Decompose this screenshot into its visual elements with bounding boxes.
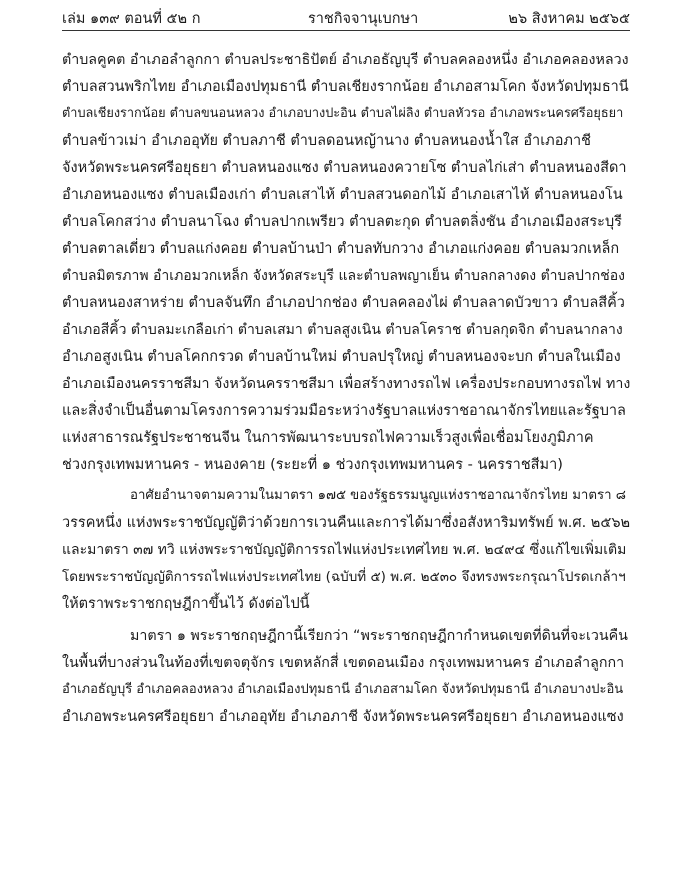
text-line: อำเภอสูงเนิน ตำบลโคกกรวด ตำบลบ้านใหม่ ตำบลปรุใหญ่ ตำบลหนองจะบก ตำบลในเมือง bbox=[62, 349, 621, 365]
text-line: ตำบลคูคต อำเภอลำลูกกา ตำบลประชาธิปัตย์ อำเภอธัญบุรี ตำบลคลองหนึ่ง อำเภอคลองหลวง bbox=[62, 52, 629, 68]
gazette-title: ราชกิจจานุเบกษา bbox=[308, 11, 419, 27]
text-line: อำเภอสีคิ้ว ตำบลมะเกลือเก่า ตำบลเสมา ตำบลสูงเนิน ตำบลโคราช ตำบลกุดจิก ตำบลนากลาง bbox=[62, 322, 623, 338]
text-line: ในพื้นที่บางส่วนในท้องที่เขตจตุจักร เขตหลักสี่ เขตดอนเมือง กรุงเทพมหานคร อำเภอลำลูกกา bbox=[62, 655, 625, 671]
text-line: ตำบลเชียงรากน้อย ตำบลขนอนหลวง อำเภอบางปะอิน ตำบลไผ่ลิง ตำบลหัวรอ อำเภอพระนครศรีอยุธยา bbox=[62, 106, 624, 121]
text-line: ตำบลตาลเดี่ยว ตำบลแก่งคอย ตำบลบ้านป่า ตำบลทับกวาง อำเภอแก่งคอย ตำบลมวกเหล็ก bbox=[62, 241, 620, 257]
text-line: ตำบลมิตรภาพ อำเภอมวกเหล็ก จังหวัดสระบุรี และตำบลพญาเย็น ตำบลกลางดง ตำบลปากช่อง bbox=[62, 268, 625, 284]
text-line: จังหวัดพระนครศรีอยุธยา ตำบลหนองแซง ตำบลหนองควายโซ ตำบลไก่เส่า ตำบลหนองสีดา bbox=[62, 160, 627, 176]
text-line: อำเภอหนองแซง ตำบลเมืองเก่า ตำบลเสาไห้ ตำบลสวนดอกไม้ อำเภอเสาไห้ ตำบลหนองโน bbox=[62, 187, 623, 203]
text-line: อำเภอพระนครศรีอยุธยา อำเภออุทัย อำเภอภาชี จังหวัดพระนครศรีอยุธยา อำเภอหนองแซง bbox=[62, 709, 624, 725]
text-line: ตำบลโคกสว่าง ตำบลนาโฉง ตำบลปากเพรียว ตำบลตะกุด ตำบลตลิ่งชัน อำเภอเมืองสระบุรี bbox=[62, 214, 622, 230]
text-line: อำเภอธัญบุรี อำเภอคลองหลวง อำเภอเมืองปทุมธานี อำเภอสามโคก จังหวัดปทุมธานี อำเภอบางปะอิน bbox=[62, 682, 624, 697]
text-line: ตำบลหนองสาหร่าย ตำบลจันทึก อำเภอปากช่อง ตำบลคลองไผ่ ตำบลลาดบัวขาว ตำบลสีคิ้ว bbox=[62, 295, 625, 311]
header-divider bbox=[62, 30, 630, 31]
text-line: โดยพระราชบัญญัติการรถไฟแห่งประเทศไทย (ฉบับที่ ๕) พ.ศ. ๒๕๓๐ จึงทรงพระกรุณาโปรดเกล้าฯ bbox=[62, 569, 626, 585]
text-line: ตำบลข้าวเม่า อำเภออุทัย ตำบลภาชี ตำบลดอนหญ้านาง ตำบลหนองน้ำใส อำเภอภาชี bbox=[62, 133, 591, 149]
section-heading-line: มาตรา ๑ พระราชกฤษฎีกานี้เรียกว่า “พระราชกฤษฎีกากำหนดเขตที่ดินที่จะเวนคืน bbox=[130, 628, 628, 644]
page-header bbox=[62, 7, 630, 29]
paragraph-first-line: อาศัยอำนาจตามความในมาตรา ๑๗๕ ของรัฐธรรมนูญแห่งราชอาณาจักรไทย มาตรา ๘ bbox=[130, 488, 626, 503]
text-line: และมาตรา ๓๗ ทวิ แห่งพระราชบัญญัติการรถไฟแห่งประเทศไทย พ.ศ. ๒๔๙๔ ซึ่งแก้ไขเพิ่มเติม bbox=[62, 542, 627, 558]
text-line: และสิ่งจำเป็นอื่นตามโครงการความร่วมมือระหว่างรัฐบาลแห่งราชอาณาจักรไทยและรัฐบาล bbox=[62, 403, 626, 419]
text-line: อำเภอเมืองนครราชสีมา จังหวัดนครราชสีมา เพื่อสร้างทางรถไฟ เครื่องประกอบทางรถไฟ ทาง bbox=[62, 376, 631, 392]
publication-date: ๒๖ สิงหาคม ๒๕๖๕ bbox=[508, 11, 630, 27]
text-line: วรรคหนึ่ง แห่งพระราชบัญญัติว่าด้วยการเวนคืนและการได้มาซึ่งอสังหาริมทรัพย์ พ.ศ. ๒๕๖๒ bbox=[62, 515, 631, 531]
text-line: แห่งสาธารณรัฐประชาชนจีน ในการพัฒนาระบบรถไฟความเร็วสูงเพื่อเชื่อมโยงภูมิภาค bbox=[62, 430, 594, 446]
text-line: ช่วงกรุงเทพมหานคร - หนองคาย (ระยะที่ ๑ ช่วงกรุงเทพมหานคร - นครราชสีมา) bbox=[62, 457, 563, 473]
text-line: ตำบลสวนพริกไทย อำเภอเมืองปทุมธานี ตำบลเชียงรากน้อย อำเภอสามโคก จังหวัดปทุมธานี bbox=[62, 79, 629, 95]
text-line: ให้ตราพระราชกฤษฎีกาขึ้นไว้ ดังต่อไปนี้ bbox=[62, 596, 310, 612]
volume-issue: เล่ม ๑๓๙ ตอนที่ ๕๒ ก bbox=[62, 11, 201, 27]
